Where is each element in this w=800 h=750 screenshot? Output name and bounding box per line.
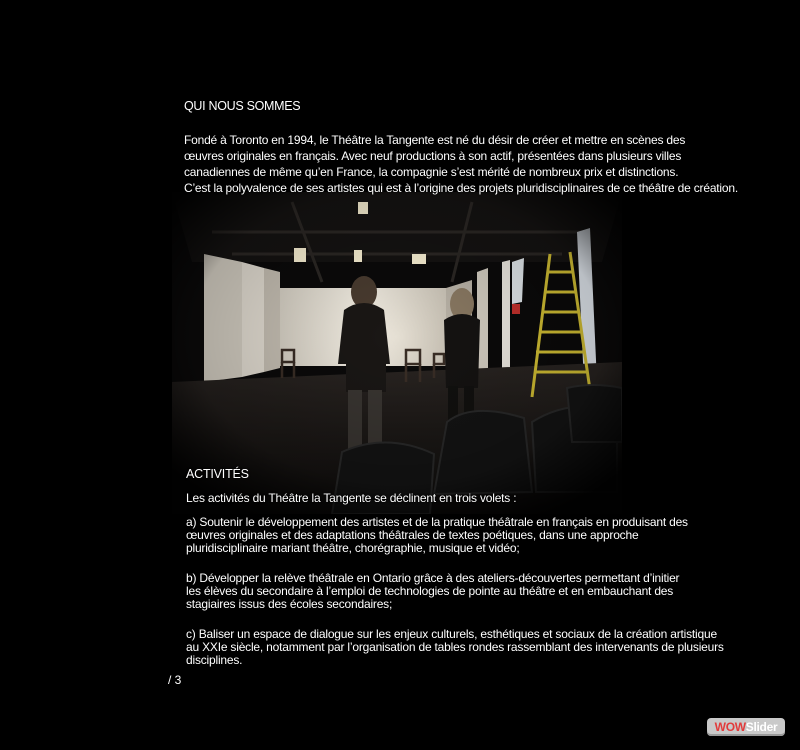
about-line: C’est la polyvalence de ses artistes qui est à l’origine des projets pluridisciplinaires de ce théâtre de création. <box>184 181 738 195</box>
activity-line: les élèves du secondaire à l’emploi de technologies de pointe au théâtre et en embauchant des <box>186 584 674 598</box>
activity-line: a) Soutenir le développement des artistes et de la pratique théâtrale en français en produisant des <box>186 515 688 529</box>
activity-item <box>186 515 688 555</box>
activities-section-title: ACTIVITÉS <box>186 467 249 481</box>
about-line: œuvres originales en français. Avec neuf productions à son actif, présentées dans plusieurs villes <box>184 149 682 163</box>
about-section-title: QUI NOUS SOMMES <box>184 99 301 113</box>
badge-wow-text: WOW <box>714 720 746 734</box>
activity-item <box>186 571 680 611</box>
about-line: Fondé à Toronto en 1994, le Théâtre la Tangente est né du désir de créer et mettre en scènes des <box>184 133 686 147</box>
slide-counter: / 3 <box>168 673 182 687</box>
activity-line: c) Baliser un espace de dialogue sur les enjeux culturels, esthétiques et sociaux de la création artistique <box>186 627 717 641</box>
activity-line: disciplines. <box>186 653 243 667</box>
activity-line: œuvres originales et des adaptations théâtrales de textes poétiques, dans une approche <box>186 528 639 542</box>
activities-intro: Les activités du Théâtre la Tangente se déclinent en trois volets : <box>186 491 517 505</box>
about-line: canadiennes de même qu’en France, la compagnie s’est mérité de nombreux prix et distinctions. <box>184 165 679 179</box>
activity-item <box>186 627 724 667</box>
wowslider-badge-link[interactable] <box>707 718 785 736</box>
activity-line: au XXIe siècle, notamment par l’organisation de tables rondes rassemblant des intervenants de plusieurs <box>186 640 724 654</box>
about-section-body <box>184 132 738 196</box>
activities-list <box>186 515 724 684</box>
activity-line: b) Développer la relève théâtrale en Ontario grâce à des ateliers-découvertes permettant d’initier <box>186 571 680 585</box>
activity-line: pluridisciplinaire mariant théâtre, chorégraphie, musique et vidéo; <box>186 541 520 555</box>
activity-line: stagiaires issus des écoles secondaires; <box>186 597 393 611</box>
badge-slider-text: Slider <box>745 720 778 734</box>
